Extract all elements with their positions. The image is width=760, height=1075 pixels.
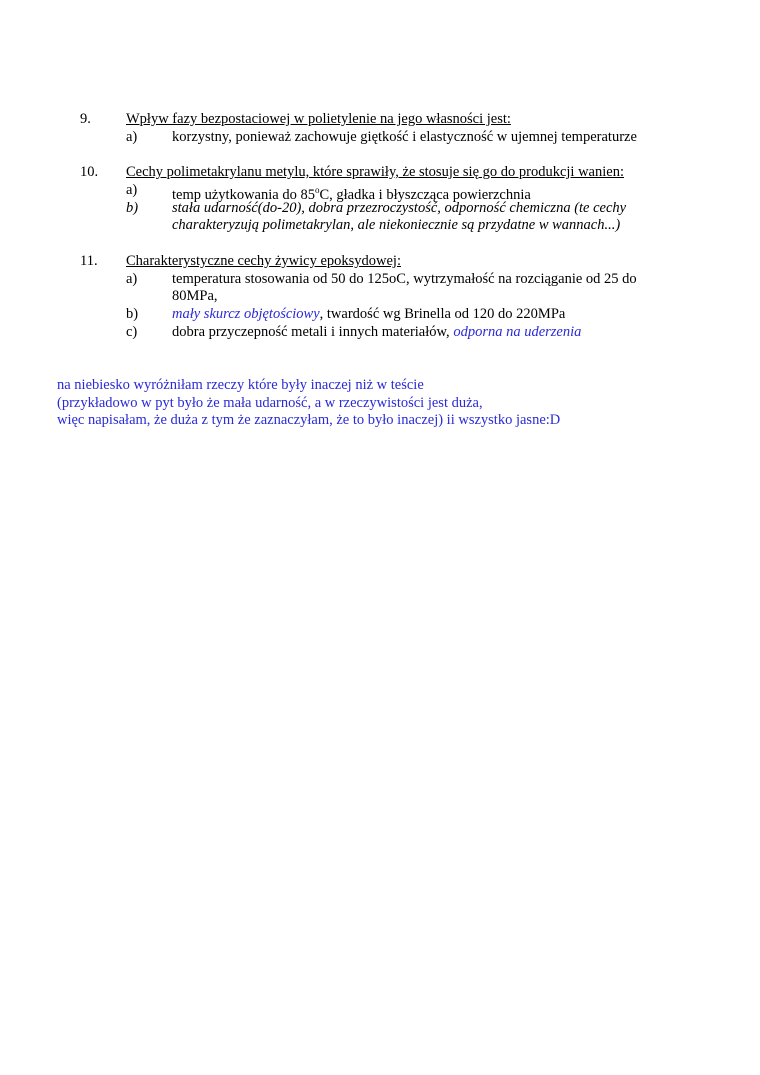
answer-text-part: temp użytkowania do 85: [172, 186, 315, 203]
highlighted-text: odporna na uderzenia: [453, 324, 582, 340]
note-line: (przykładowo w pyt było że mała udarność, a w rzeczywistości jest duża,: [57, 395, 483, 411]
answer-label: b): [126, 306, 139, 322]
answer-text-line: temperatura stosowania od 50 do 125oC, wytrzymałość na rozciąganie od 25 do: [172, 271, 637, 287]
question-number: 11.: [80, 253, 98, 269]
answer-label: a): [126, 129, 138, 145]
answer-text: [172, 323, 672, 341]
answer-text: korzystny, ponieważ zachowuje giętkość i elastyczność w ujemnej temperaturze: [172, 129, 637, 145]
question-title: Wpływ fazy bezpostaciowej w polietylenie na jego własności jest:: [126, 111, 511, 127]
question-number: 9.: [80, 111, 91, 127]
answer-text-line: 80MPa,: [172, 288, 218, 304]
answer-text-part: dobra przyczepność metali i innych materiałów,: [172, 324, 454, 340]
answer-label: b): [126, 200, 139, 216]
answer-label: a): [126, 271, 138, 287]
highlighted-text: mały skurcz objętościowy: [172, 306, 320, 322]
answer-text: [172, 305, 672, 323]
note-line: na niebiesko wyróżniłam rzeczy które były inaczej niż w teście: [57, 377, 424, 393]
answer-label: a): [126, 182, 138, 198]
answer-text-line: stała udarność(do-20), dobra przezroczystość, odporność chemiczna (te cechy: [172, 200, 627, 216]
answer-text-line: charakteryzują polimetakrylan, ale niekoniecznie są przydatne w wannach...): [172, 217, 621, 233]
answer-label: c): [126, 324, 138, 340]
question-number: 10.: [80, 164, 99, 180]
degree-superscript: o: [314, 185, 320, 195]
question-title: Cechy polimetakrylanu metylu, które sprawiły, że stosuje się go do produkcji wanien:: [126, 164, 624, 180]
note-line: więc napisałam, że duża z tym że zaznaczyłam, że to było inaczej) ii wszystko jasne:D: [57, 412, 561, 428]
answer-text-part: C, gładka i błyszcząca powierzchnia: [319, 186, 531, 203]
answer-text-part: , twardość wg Brinella od 120 do 220MPa: [319, 306, 566, 322]
question-title: Charakterystyczne cechy żywicy epoksydowej:: [126, 253, 401, 269]
